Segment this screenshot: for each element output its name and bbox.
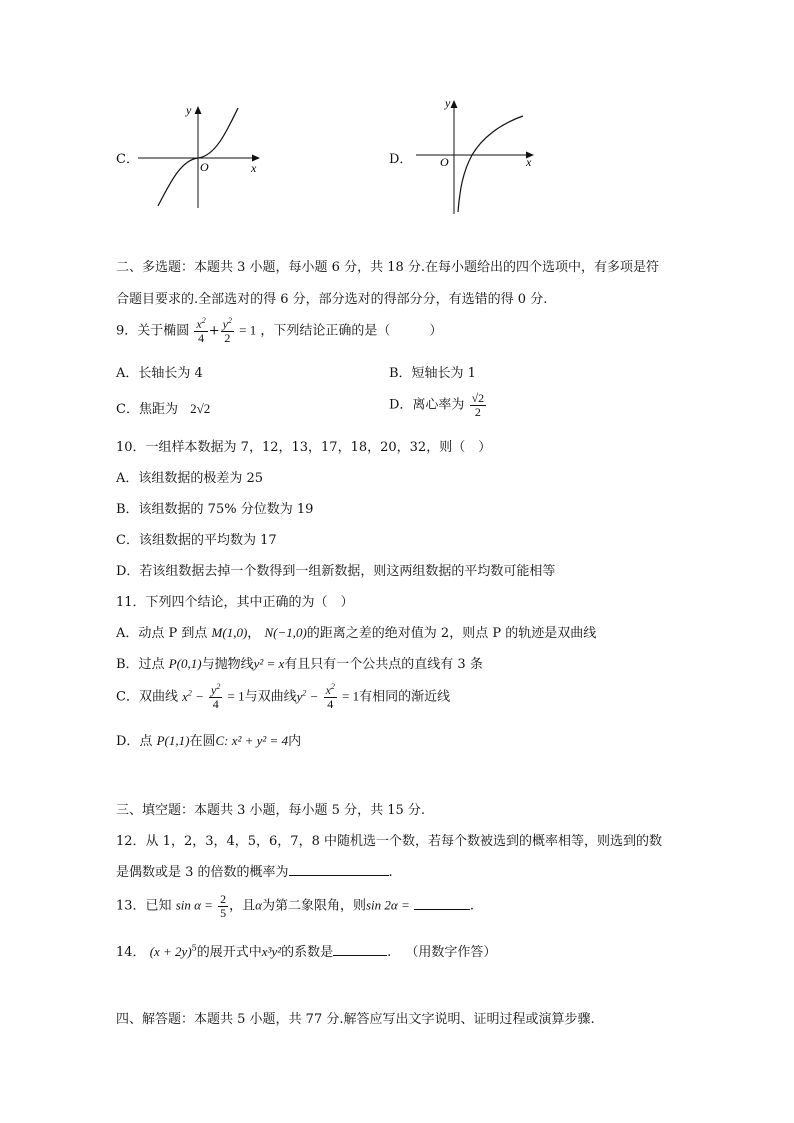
- q11-d-text1: D．点: [116, 734, 153, 749]
- question-11: 11．下列四个结论，其中正确的为（ ）: [116, 595, 354, 610]
- q11-a-point-n: N(−1,0): [264, 625, 307, 640]
- q13-mid1: ，且: [229, 898, 256, 914]
- graph-c-y-arrow: [195, 106, 202, 114]
- q9-option-a: A．长轴长为 4: [116, 366, 203, 381]
- q11-c-text1: C．双曲线: [116, 689, 178, 705]
- graph-c-y-label: y: [186, 103, 192, 117]
- q10-option-d: D．若该组数据去掉一个数得到一组新数据，则这两组数据的平均数可能相等: [116, 564, 556, 579]
- q13-sin2: sin 2α =: [365, 897, 410, 913]
- question-12-line2: 是偶数或是 3 的倍数的概率为 .: [116, 865, 393, 880]
- graph-c: [136, 98, 266, 213]
- option-d-label: D．: [389, 152, 413, 167]
- q11-b-point: P(0,1): [168, 656, 202, 671]
- q9-fraction-x: $\frac{x^2}{4}$: [196, 316, 206, 345]
- question-13: 13．已知 sin α = $\frac{2}{5}$ ，且α为第二象限角，则sin 2α = .: [116, 892, 475, 920]
- q9-num2: y: [222, 317, 228, 331]
- q11-d-text3: 内: [288, 734, 302, 749]
- q13-alpha: α: [255, 897, 262, 913]
- graph-c-origin-label: O: [200, 160, 209, 174]
- q13-mid2: 为第二象限角，则: [261, 898, 366, 914]
- section2-heading-cont: 合题目要求的.全部选对的得 6 分，部分选对的得部分分，有选错的得 0 分.: [116, 292, 548, 307]
- q10-option-c: C．该组数据的平均数为 17: [116, 533, 277, 548]
- q11-a-text1: A．动点 P 到点: [116, 626, 208, 641]
- q9-option-d-fraction: [470, 392, 487, 418]
- q14-suffix: 的系数是: [281, 945, 334, 960]
- q10-option-a: A．该组数据的极差为 25: [116, 471, 264, 486]
- q9-option-c-value: 2√2: [190, 401, 211, 416]
- q9-option-c-text: C．焦距为: [116, 402, 178, 417]
- q13-den: 5: [220, 905, 227, 920]
- graph-d-origin-label: O: [440, 155, 449, 169]
- q11-d-equation: C: x² + y² = 4: [215, 733, 289, 748]
- section4-heading: 四、解答题：本题共 5 小题，共 77 分.解答应写出文字说明、证明过程或演算步骤.: [116, 1012, 595, 1027]
- q14-mid: 的展开式中: [196, 945, 262, 960]
- q14-expr: (x + 2y): [149, 944, 192, 959]
- graph-d: [410, 92, 540, 217]
- q11-b-text2: 与抛物线: [201, 657, 254, 672]
- section3-heading: 三、填空题：本题共 3 小题，每小题 5 分，共 15 分.: [116, 803, 426, 818]
- q11-option-c: C．双曲线 $x^2$ − $\frac{y^2}{4}$ = 1与双曲线$y^2$ − $\frac{x^2}{4}$ = 1有相同的渐近线: [116, 682, 451, 711]
- graph-d-x-label: x: [526, 155, 532, 169]
- q14-term: x³y²: [261, 944, 282, 959]
- q14-exponent: 5: [191, 943, 197, 953]
- q11-c-frac1: $\frac{y^2}{4}$: [211, 682, 221, 711]
- graph-d-y-arrow: [451, 100, 458, 108]
- q11-b-text3: 有且只有一个公共点的直线有 3 条: [284, 657, 483, 672]
- question-9: 9．关于椭圆 $\frac{x^2}{4}$ + $\frac{y^2}{2}$ = 1 ，下列结论正确的是（ ）: [116, 316, 443, 345]
- q13-answer-blank[interactable]: [414, 897, 470, 910]
- q11-c-frac2: $\frac{x^2}{4}$: [325, 682, 335, 711]
- q9-rhs: = 1: [239, 322, 257, 338]
- q11-d-point: P(1,1): [156, 733, 190, 748]
- q11-option-a: A．动点 P 到点 M(1,0)， N(−1,0)的距离之差的绝对值为 2，则点 P 的轨迹是双曲线: [116, 625, 597, 641]
- graph-d-curve: [458, 116, 523, 212]
- q9-option-d: [389, 392, 487, 418]
- q9-option-c: [116, 398, 210, 417]
- q10-option-b: B．该组数据的 75% 分位数为 19: [116, 502, 314, 517]
- q9-option-d-den: 2: [474, 404, 481, 419]
- q11-b-equation: y² = x: [253, 656, 285, 671]
- q11-a-point-m: M(1,0): [211, 625, 248, 640]
- q13-num: 2: [220, 892, 227, 906]
- q14-tail: （用数字作答）: [405, 945, 497, 960]
- q9-option-d-num: √2: [471, 391, 485, 405]
- q13-sin: sin α =: [175, 897, 213, 913]
- q14-answer-blank[interactable]: [333, 943, 387, 956]
- graph-d-y-label: y: [445, 96, 451, 110]
- option-c-label: C．: [116, 152, 139, 167]
- q11-d-text2: 在圆: [189, 734, 216, 749]
- q11-a-text2: 的距离之差的绝对值为 2，则点 P 的轨迹是双曲线: [306, 626, 597, 641]
- q9-option-d-text: D．离心率为: [389, 397, 465, 413]
- q11-c-text3: 有相同的渐近线: [359, 689, 451, 705]
- q12-text: 是偶数或是 3 的倍数的概率为: [116, 865, 289, 880]
- q11-c-text2: 与双曲线: [244, 689, 297, 705]
- q11-b-text1: B．过点: [116, 657, 165, 672]
- q9-suffix: ，下列结论正确的是（ ）: [260, 323, 443, 339]
- question-10: 10．一组样本数据为 7，12，13，17，18，20，32，则（ ）: [116, 440, 492, 455]
- q14-prefix: 14．: [116, 945, 146, 960]
- graph-c-x-label: x: [251, 161, 257, 175]
- q13-fraction: [218, 893, 228, 919]
- question-14: 14． $(x + 2y)^5$的展开式中x³y²的系数是 . （用数字作答）: [116, 943, 497, 960]
- q11-option-b: [116, 653, 483, 672]
- q9-den1: 4: [198, 330, 205, 345]
- q11-option-d: [116, 730, 301, 749]
- q9-option-b: B．短轴长为 1: [389, 366, 476, 381]
- q9-prefix: 9．关于椭圆: [116, 323, 190, 339]
- section2-heading: 二、多选题：本题共 3 小题，每小题 6 分，共 18 分.在每小题给出的四个选项中，有多项是符: [116, 260, 660, 275]
- q9-num1: x: [196, 317, 202, 331]
- q9-den2: 2: [224, 330, 231, 345]
- question-12-line1: 12．从 1，2，3，4，5，6，7，8 中随机选一个数，若每个数被选到的概率相等，则选到的数: [116, 834, 662, 849]
- q12-answer-blank[interactable]: [289, 863, 389, 876]
- q13-prefix: 13．已知: [116, 898, 172, 914]
- q9-fraction-y: $\frac{y^2}{2}$: [222, 316, 232, 345]
